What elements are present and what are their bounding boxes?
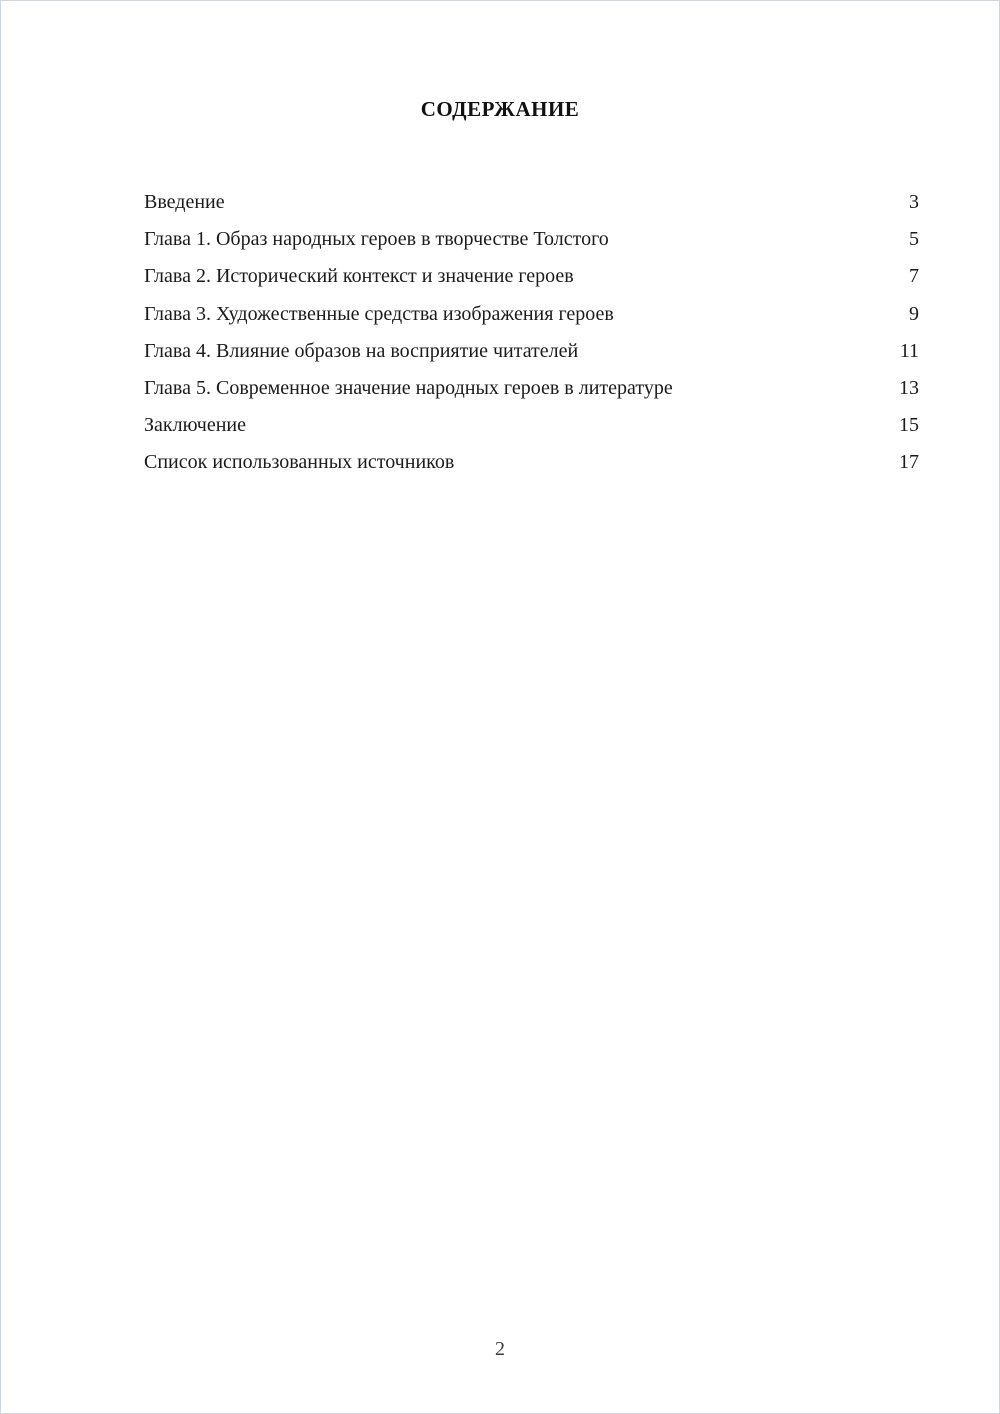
toc-entry-label: Глава 1. Образ народных героев в творчестве Толстого <box>144 228 609 251</box>
toc-entry <box>144 370 919 407</box>
toc-entry-page: 11 <box>899 339 919 362</box>
toc-entry-page: 13 <box>899 377 919 400</box>
toc-entry-label: Глава 5. Современное значение народных героев в литературе <box>144 377 673 400</box>
toc-entry-label: Введение <box>144 191 225 213</box>
page-number: 2 <box>495 1338 505 1360</box>
toc-entry-page: 3 <box>909 191 919 213</box>
toc-entry <box>144 296 919 333</box>
toc-list <box>144 184 919 482</box>
toc-entry <box>144 407 919 444</box>
toc-entry <box>144 184 919 221</box>
page-title: СОДЕРЖАНИЕ <box>420 97 580 121</box>
toc-entry-label: Глава 4. Влияние образов на восприятие читателей <box>144 339 579 362</box>
toc-entry <box>144 333 919 370</box>
toc-entry-page: 7 <box>909 265 919 288</box>
toc-entry-label: Глава 2. Исторический контекст и значение героев <box>144 265 574 288</box>
toc-entry-page: 9 <box>909 302 919 325</box>
toc-entry-page: 15 <box>899 414 919 437</box>
toc-entry-label: Заключение <box>144 414 246 437</box>
toc-entry <box>144 444 919 481</box>
toc-entry-label: Список использованных источников <box>144 451 455 474</box>
toc-entry <box>144 258 919 295</box>
toc-entry <box>144 221 919 258</box>
toc-entry-label: Глава 3. Художественные средства изображения героев <box>144 302 614 325</box>
toc-entry-page: 5 <box>909 228 919 251</box>
toc-entry-page: 17 <box>899 451 919 474</box>
